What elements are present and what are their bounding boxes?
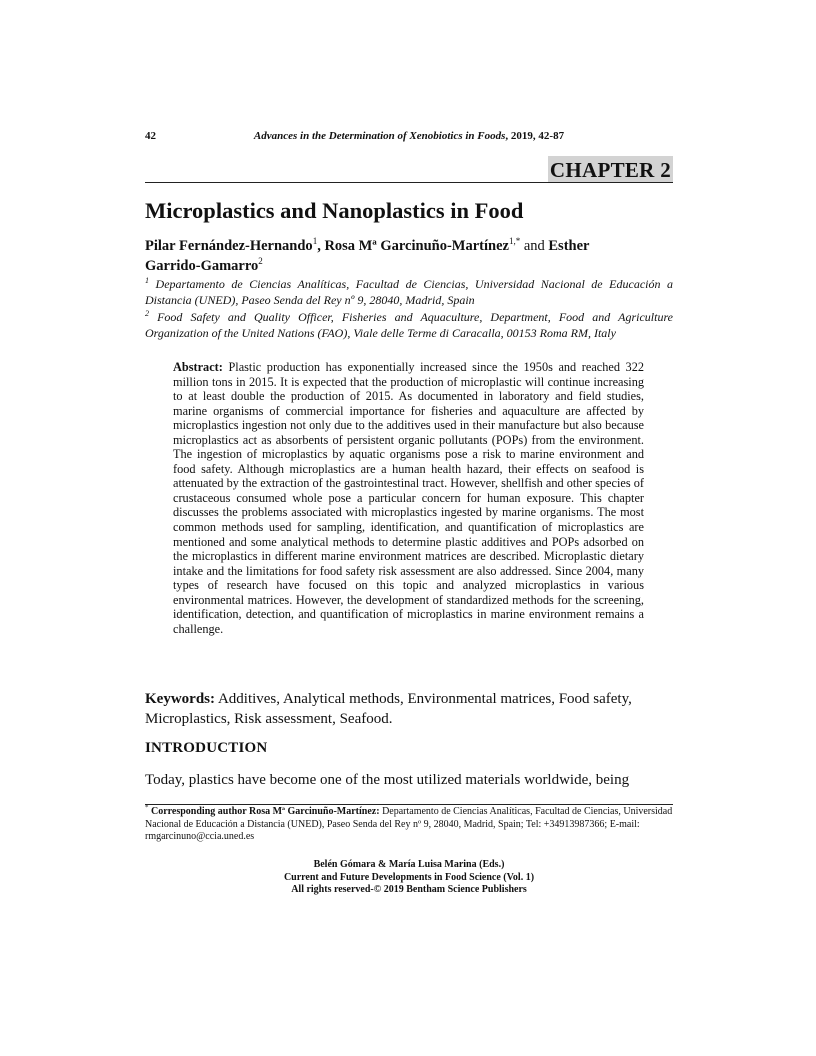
abstract bbox=[173, 360, 644, 636]
paper-title: Microplastics and Nanoplastics in Food bbox=[145, 198, 524, 223]
affiliation bbox=[145, 310, 673, 341]
keywords-label: Keywords: bbox=[145, 691, 215, 707]
keywords bbox=[145, 690, 673, 729]
author-list bbox=[145, 236, 673, 276]
header-rule bbox=[145, 182, 673, 183]
abstract-label: Abstract: bbox=[173, 360, 223, 374]
keywords-text: Additives, Analytical methods, Environmental matrices, Food safety, Microplastics, Risk assessment, Seafood. bbox=[145, 691, 632, 727]
author-affil-mark: 1,* bbox=[508, 236, 521, 247]
journal-citation bbox=[145, 130, 673, 142]
author-separator: , bbox=[317, 238, 321, 254]
author-conjunction: and bbox=[523, 238, 545, 254]
affiliation-text: Departamento de Ciencias Analíticas, Facultad de Ciencias, Universidad Nacional de Educación a Distancia (UNED), Paseo Senda del Rey nº 9, 28040, Madrid, Spain bbox=[145, 277, 674, 307]
page-number: 42 bbox=[145, 130, 156, 142]
body-text: Today, plastics have become one of the most utilized materials worldwide, being bbox=[145, 772, 630, 788]
abstract-text: Plastic production has exponentially increased since the 1950s and reached 322 million tons in 2015. It is expected that the production of microplastic will continue increasing to at least double the production of 2015. As documented in laboratory and field studies, marine organisms of commercial importance for fisheries and aquaculture are affected by microplastics ingestion not only due to the additives used in their manufacture but also because microplastics act as absorbents of persistent organic pollutants (POPs) from the environment. The ingestion of microplastics by aquatic organisms pose a risk to marine environment and food safety. Although microplastics are a human health hazard, their effects on seafood is attenuated by the extraction of the gastrointestinal tract. However, shellfish and other species of crustaceous consumed whole pose a particular concern for human exposure. This chapter discusses the problems associated with microplastics ingested by marine organisms. The most common methods used for sampling, identification, and quantification of microplastics are mentioned and some analytical methods to determine plastic additives and POPs adsorbed on the microplastics in different marine environment matrices are described. Microplastic dietary intake and the limitations for food safety risk assessment are also addressed. Since 2004, many types of research have focused on this topic and analyzed microplastics in various environmental matrices. However, the development of standardized methods for the screening, identification, detection, and quantification of microplastics in marine environment remains a challenge. bbox=[173, 360, 645, 636]
author-affil-mark: 1 bbox=[312, 236, 318, 247]
affiliation-mark: 1 bbox=[145, 276, 149, 285]
chapter-label: CHAPTER 2 bbox=[549, 158, 671, 182]
section-heading: INTRODUCTION bbox=[145, 740, 268, 756]
footnote-label: Corresponding author Rosa Mª Garcinuño-Martínez: bbox=[151, 806, 380, 817]
footnote-rule bbox=[145, 804, 673, 805]
author-name: Esther bbox=[548, 238, 590, 254]
footnote bbox=[145, 803, 673, 844]
footnote-mark: * bbox=[145, 803, 149, 812]
footnote-text: Departamento de Ciencias Analíticas, Facultad de Ciencias, Universidad Nacional de Educación a Distancia (UNED), Paseo Senda del Rey nº 9, 28040, Madrid, Spain; Tel: +34913987366; E-mail: rmgarcinuno@ccia.uned.es bbox=[145, 806, 673, 842]
imprint-series: Current and Future Developments in Food Science (Vol. 1) bbox=[283, 871, 535, 883]
imprint-rights: All rights reserved-© 2019 Bentham Science Publishers bbox=[291, 884, 527, 895]
affiliation bbox=[145, 277, 673, 308]
author-affil-mark: 2 bbox=[258, 256, 263, 267]
author-name: Rosa Mª Garcinuño-Martínez bbox=[324, 238, 509, 254]
imprint-editors: Belén Gómara & María Luisa Marina (Eds.) bbox=[313, 859, 505, 870]
author-name: Pilar Fernández-Hernando bbox=[145, 238, 313, 254]
author-name: Garrido-Gamarro bbox=[145, 258, 259, 274]
affiliation-text: Food Safety and Quality Officer, Fisheries and Aquaculture, Department, Food and Agriculture Organization of the United Nations (FAO), Viale delle Terme di Caracalla, 00153 Roma RM, Italy bbox=[145, 310, 674, 340]
journal-year-pages: , 2019, 42-87 bbox=[505, 130, 565, 142]
journal-title: Advances in the Determination of Xenobiotics in Foods bbox=[253, 130, 506, 142]
publisher-imprint bbox=[145, 859, 673, 897]
affiliation-mark: 2 bbox=[145, 309, 149, 318]
